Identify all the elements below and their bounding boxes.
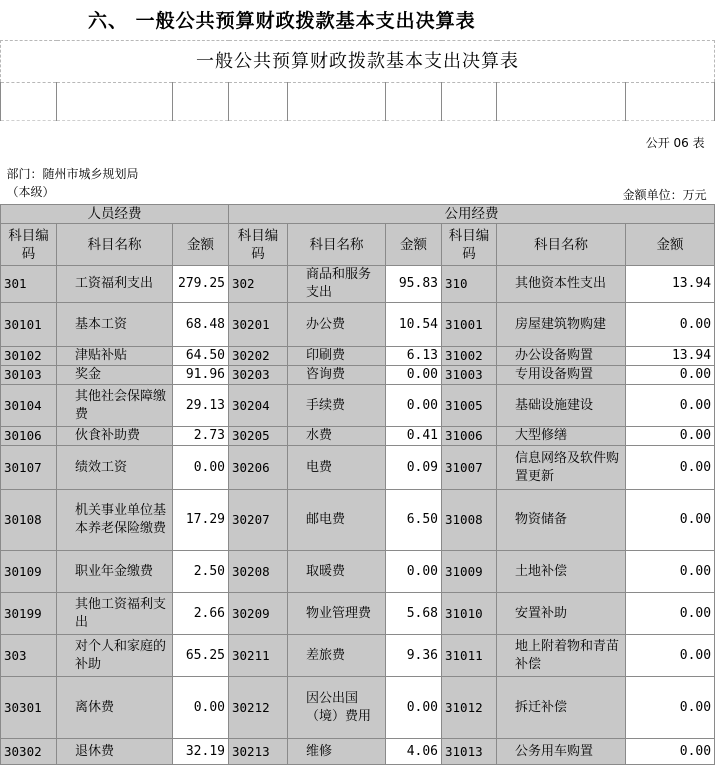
item-amount: 0.00 [173,446,229,490]
item-name: 手续费 [288,385,386,427]
table-row [1,551,715,593]
item-code: 30109 [1,551,57,593]
item-name: 土地补偿 [497,551,626,593]
department-level: （本级） [6,184,55,199]
item-name: 退休费 [57,739,173,765]
table-title: 一般公共预算财政拨款基本支出决算表 [1,41,715,83]
item-code: 31008 [442,490,497,551]
item-amount: 0.00 [626,593,715,635]
item-amount: 29.13 [173,385,229,427]
item-name: 差旅费 [288,635,386,677]
item-code: 30206 [229,446,288,490]
item-name: 维修 [288,739,386,765]
item-code: 30107 [1,446,57,490]
item-amount: 0.00 [626,385,715,427]
item-name: 安置补助 [497,593,626,635]
col-header-name: 科目名称 [57,224,173,266]
item-amount: 0.09 [386,446,442,490]
item-name: 取暖费 [288,551,386,593]
item-code: 301 [1,266,57,303]
item-code: 30213 [229,739,288,765]
col-header-code: 科目编码 [1,224,57,266]
item-amount: 13.94 [626,266,715,303]
item-code: 31003 [442,366,497,385]
item-name: 咨询费 [288,366,386,385]
item-name: 办公设备购置 [497,347,626,366]
item-amount: 65.25 [173,635,229,677]
item-code: 30212 [229,677,288,739]
item-name: 印刷费 [288,347,386,366]
group-personnel-expense: 人员经费 [1,205,229,224]
item-amount: 6.50 [386,490,442,551]
item-code: 30209 [229,593,288,635]
item-name: 地上附着物和青苗补偿 [497,635,626,677]
item-code: 30102 [1,347,57,366]
item-name: 电费 [288,446,386,490]
col-header-amount: 金额 [626,224,715,266]
item-code: 31009 [442,551,497,593]
item-name: 其他社会保障缴费 [57,385,173,427]
item-name: 邮电费 [288,490,386,551]
item-code: 31002 [442,347,497,366]
item-amount: 0.00 [626,635,715,677]
item-code: 30301 [1,677,57,739]
item-code: 31011 [442,635,497,677]
item-name: 因公出国（境）费用 [288,677,386,739]
item-code: 30207 [229,490,288,551]
item-code: 31010 [442,593,497,635]
item-code: 30204 [229,385,288,427]
item-name: 办公费 [288,303,386,347]
table-row [1,366,715,385]
table-row [1,490,715,551]
item-name: 物资储备 [497,490,626,551]
col-header-code: 科目编码 [442,224,497,266]
item-name: 基础设施建设 [497,385,626,427]
item-code: 30108 [1,490,57,551]
item-amount: 0.00 [626,551,715,593]
table-row [1,593,715,635]
item-amount: 64.50 [173,347,229,366]
item-name: 专用设备购置 [497,366,626,385]
item-name: 其他资本性支出 [497,266,626,303]
item-amount: 2.66 [173,593,229,635]
table-row [1,677,715,739]
item-amount: 32.19 [173,739,229,765]
item-code: 30208 [229,551,288,593]
item-code: 302 [229,266,288,303]
item-name: 基本工资 [57,303,173,347]
amount-unit: 金额单位：万元 [622,188,707,202]
item-name: 对个人和家庭的补助 [57,635,173,677]
expenditure-table [0,40,715,765]
item-name: 离休费 [57,677,173,739]
col-header-amount: 金额 [386,224,442,266]
item-name: 大型修缮 [497,427,626,446]
item-name: 物业管理费 [288,593,386,635]
table-row [1,385,715,427]
item-amount: 2.73 [173,427,229,446]
item-name: 津贴补贴 [57,347,173,366]
item-code: 31006 [442,427,497,446]
col-header-name: 科目名称 [288,224,386,266]
item-code: 30211 [229,635,288,677]
table-row [1,427,715,446]
item-name: 职业年金缴费 [57,551,173,593]
item-amount: 4.06 [386,739,442,765]
item-amount: 17.29 [173,490,229,551]
item-name: 奖金 [57,366,173,385]
item-amount: 0.00 [386,677,442,739]
item-amount: 6.13 [386,347,442,366]
item-code: 30199 [1,593,57,635]
item-name: 其他工资福利支出 [57,593,173,635]
item-amount: 9.36 [386,635,442,677]
item-code: 30201 [229,303,288,347]
item-code: 31005 [442,385,497,427]
item-code: 30302 [1,739,57,765]
page-heading: 六、 一般公共预算财政拨款基本支出决算表 [88,10,476,32]
item-amount: 13.94 [626,347,715,366]
item-amount: 5.68 [386,593,442,635]
item-amount: 0.00 [626,490,715,551]
item-code: 31001 [442,303,497,347]
item-code: 30203 [229,366,288,385]
department-name: 部门：随州市城乡规划局 [6,166,139,181]
item-amount: 0.41 [386,427,442,446]
table-row [1,635,715,677]
item-amount: 0.00 [626,446,715,490]
item-code: 31013 [442,739,497,765]
item-name: 拆迁补偿 [497,677,626,739]
item-name: 公务用车购置 [497,739,626,765]
item-code: 310 [442,266,497,303]
group-public-expense: 公用经费 [229,205,715,224]
item-name: 机关事业单位基本养老保险缴费 [57,490,173,551]
table-row [1,446,715,490]
table-row [1,266,715,303]
item-amount: 0.00 [626,739,715,765]
item-amount: 91.96 [173,366,229,385]
col-header-code: 科目编码 [229,224,288,266]
item-amount: 0.00 [173,677,229,739]
item-amount: 0.00 [626,366,715,385]
item-name: 信息网络及软件购置更新 [497,446,626,490]
item-amount: 68.48 [173,303,229,347]
table-row [1,347,715,366]
item-amount: 0.00 [626,677,715,739]
item-code: 303 [1,635,57,677]
item-amount: 0.00 [626,427,715,446]
item-name: 伙食补助费 [57,427,173,446]
item-amount: 0.00 [386,385,442,427]
item-code: 30205 [229,427,288,446]
item-code: 30103 [1,366,57,385]
item-amount: 2.50 [173,551,229,593]
col-header-name: 科目名称 [497,224,626,266]
form-number: 公开 06 表 [645,135,705,150]
item-code: 30104 [1,385,57,427]
item-name: 房屋建筑物购建 [497,303,626,347]
item-code: 30106 [1,427,57,446]
item-code: 30101 [1,303,57,347]
item-amount: 0.00 [386,551,442,593]
col-header-amount: 金额 [173,224,229,266]
item-name: 绩效工资 [57,446,173,490]
item-code: 31007 [442,446,497,490]
item-amount: 0.00 [626,303,715,347]
item-code: 31012 [442,677,497,739]
table-row [1,303,715,347]
table-row [1,739,715,765]
item-amount: 0.00 [386,366,442,385]
item-amount: 10.54 [386,303,442,347]
item-amount: 95.83 [386,266,442,303]
item-amount: 279.25 [173,266,229,303]
item-name: 商品和服务支出 [288,266,386,303]
item-name: 工资福利支出 [57,266,173,303]
item-name: 水费 [288,427,386,446]
item-code: 30202 [229,347,288,366]
